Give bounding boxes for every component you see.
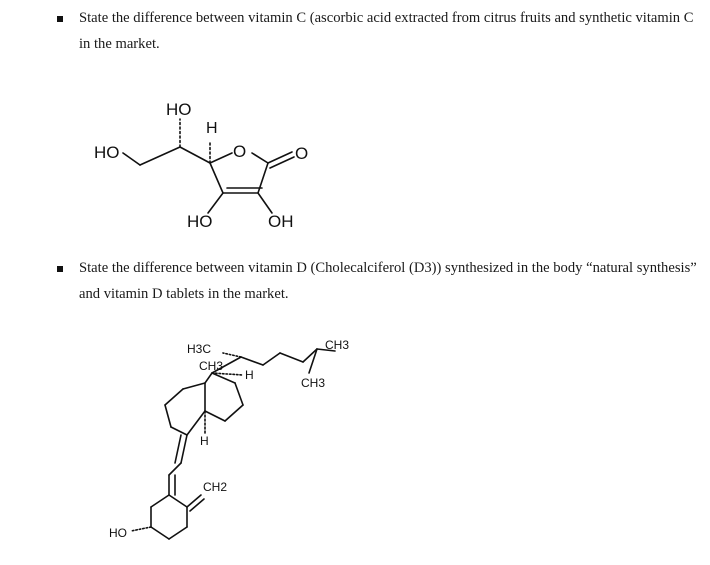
ho-label: HO [109,526,127,540]
h-label: H [206,120,218,137]
h-side-label: H [245,368,254,382]
o-carbonyl-label: O [295,144,309,163]
ho-bottom-label: HO [187,212,213,231]
question-1-text: State the difference between vitamin C (ascorbic acid extracted from citrus fruits and synthetic vitamin C in the market. [79,10,694,52]
ch3-angular-label: CH3 [199,359,224,373]
ho-top-label: HO [166,100,192,119]
ch2-label: CH2 [203,480,228,494]
ch3-tail-bottom-label: CH3 [301,376,326,390]
ascorbic-acid-structure [80,95,340,235]
h-ring-label: H [200,434,209,448]
h3c-label: H3C [187,342,212,356]
o-ring-label: O [233,142,247,161]
ch3-tail-top-label: CH3 [325,338,350,352]
bullet-icon [57,16,63,22]
oh-bottom-label: OH [268,212,294,231]
question-2-text: State the difference between vitamin D (Cholecalciferol (D3)) synthesized in the body “natural synthesis” and vitamin D tablets in the market. [79,260,697,302]
cholecalciferol-structure [95,335,375,550]
bullet-icon [57,266,63,272]
ho-left-label: HO [94,143,120,162]
